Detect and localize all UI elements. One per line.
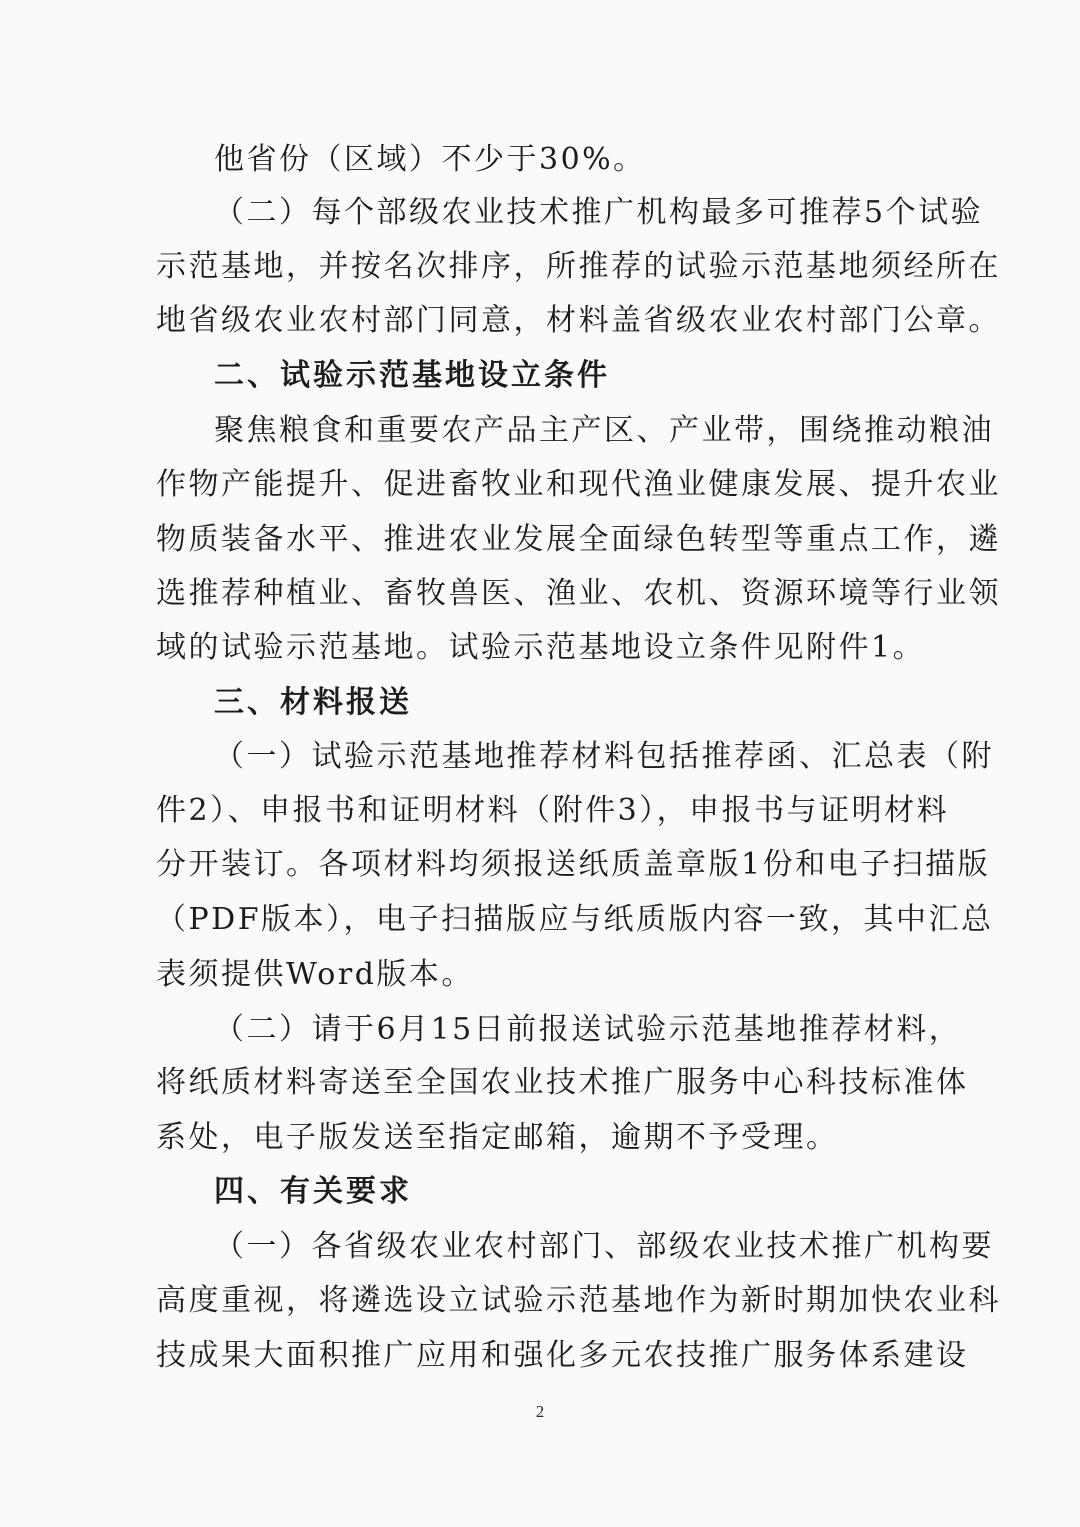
section-heading: 四、有关要求 bbox=[214, 1174, 412, 1209]
body-line: 将纸质材料寄送至全国农业技术推广服务中心科技标准体 bbox=[156, 1065, 969, 1100]
body-line: （一）各省级农业农村部门、部级农业技术推广机构要 bbox=[214, 1229, 994, 1264]
body-line: （一）试验示范基地推荐材料包括推荐函、汇总表（附 bbox=[214, 739, 994, 774]
page-number: 2 bbox=[535, 1402, 545, 1421]
section-heading: 三、材料报送 bbox=[214, 685, 412, 720]
body-line: 分开装订。各项材料均须报送纸质盖章版1份和电子扫描版 bbox=[156, 847, 991, 882]
body-line: 域的试验示范基地。试验示范基地设立条件见附件1。 bbox=[156, 630, 926, 665]
body-line: 高度重视，将遴选设立试验示范基地作为新时期加快农业科 bbox=[156, 1283, 1001, 1318]
body-line: （二）请于6月15日前报送试验示范基地推荐材料， bbox=[214, 1012, 962, 1047]
body-line: 系处，电子版发送至指定邮箱，逾期不予受理。 bbox=[156, 1120, 839, 1155]
body-line: 表须提供Word版本。 bbox=[156, 957, 474, 992]
body-line: 聚焦粮食和重要农产品主产区、产业带，围绕推动粮油 bbox=[214, 413, 994, 448]
section-heading: 二、试验示范基地设立条件 bbox=[214, 358, 610, 393]
body-line: 选推荐种植业、畜牧兽医、渔业、农机、资源环境等行业领 bbox=[156, 576, 1001, 611]
body-line: 示范基地，并按名次排序，所推荐的试验示范基地须经所在 bbox=[156, 249, 1001, 284]
body-line: 物质装备水平、推进农业发展全面绿色转型等重点工作，遴 bbox=[156, 522, 1001, 557]
body-line: 地省级农业农村部门同意，材料盖省级农业农村部门公章。 bbox=[156, 303, 1001, 338]
body-line: 作物产能提升、促进畜牧业和现代渔业健康发展、提升农业 bbox=[156, 467, 1001, 502]
body-line: （PDF版本），电子扫描版应与纸质版内容一致，其中汇总 bbox=[156, 902, 994, 937]
body-line: （二）每个部级农业技术推广机构最多可推荐5个试验 bbox=[214, 195, 984, 230]
body-line: 技成果大面积推广应用和强化多元农技推广服务体系建设 bbox=[156, 1338, 969, 1373]
body-line: 他省份（区域）不少于30%。 bbox=[214, 142, 646, 177]
body-line: 件2）、申报书和证明材料（附件3），申报书与证明材料 bbox=[156, 793, 950, 828]
